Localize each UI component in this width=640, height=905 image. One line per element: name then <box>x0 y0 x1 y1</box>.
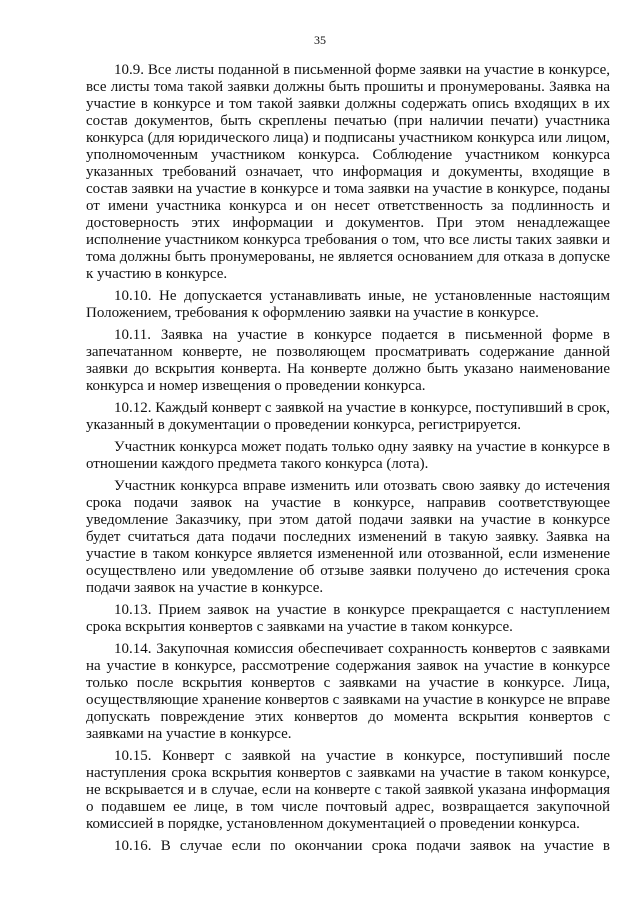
paragraph-10-11: 10.11. Заявка на участие в конкурсе подается в письменной форме в запечатанном конверте, не позволяющем просматривать содержание данной заявки до вскрытия конверта. На конверте должно быть указано наименование конкурса и номер извещения о проведении конкурса. <box>86 327 610 394</box>
paragraph-change-withdraw: Участник конкурса вправе изменить или отозвать свою заявку до истечения срока подачи заявок на участие в конкурсе, направив соответствующее уведомление Заказчику, при этом датой подачи заявки на участие в конкурсе будет считаться дата подачи последних изменений в такую заявку. Заявка на участие в таком конкурсе является измененной или отозванной, если изменение осуществлено или уведомление об отзыве заявки получено до истечения срока подачи заявок на участие в конкурсе. <box>86 478 610 596</box>
paragraph-10-12: 10.12. Каждый конверт с заявкой на участие в конкурсе, поступивший в срок, указанный в документации о проведении конкурса, регистрируется. <box>86 400 610 433</box>
paragraph-single-application: Участник конкурса может подать только одну заявку на участие в конкурсе в отношении каждого предмета такого конкурса (лота). <box>86 439 610 472</box>
paragraph-10-10: 10.10. Не допускается устанавливать иные, не установленные настоящим Положением, требования к оформлению заявки на участие в конкурсе. <box>86 288 610 321</box>
paragraph-10-13: 10.13. Прием заявок на участие в конкурсе прекращается с наступлением срока вскрытия конвертов с заявками на участие в таком конкурсе. <box>86 602 610 635</box>
page-number: 35 <box>314 33 326 47</box>
document-body <box>86 62 610 860</box>
paragraph-10-15: 10.15. Конверт с заявкой на участие в конкурсе, поступивший после наступления срока вскрытия конвертов с заявками на участие в таком конкурсе, не вскрывается и в случае, если на конверте с такой заявкой указана информация о подавшем ее лице, в том числе почтовый адрес, возвращается закупочной комиссией в порядке, установленном документацией о проведении конкурса. <box>86 748 610 832</box>
paragraph-10-14: 10.14. Закупочная комиссия обеспечивает сохранность конвертов с заявками на участие в конкурсе, рассмотрение содержания заявок на участие в конкурсе только после вскрытия конвертов с заявками на участие в конкурсе. Лица, осуществляющие хранение конвертов с заявками на участие в конкурсе не вправе допускать повреждение этих конвертов до момента вскрытия конвертов с заявками на участие в конкурсе. <box>86 641 610 742</box>
paragraph-10-9: 10.9. Все листы поданной в письменной форме заявки на участие в конкурсе, все листы тома такой заявки должны быть прошиты и пронумерованы. Заявка на участие в конкурсе и том такой заявки должны содержать опись входящих в их состав документов, быть скреплены печатью (при наличии печати) участника конкурса (для юридического лица) и подписаны участником конкурса или лицом, уполномоченным участником конкурса. Соблюдение участником конкурса указанных требований означает, что информация и документы, входящие в состав заявки на участие в конкурсе и тома заявки на участие в конкурсе, поданы от имени участника конкурса и он несет ответственность за подлинность и достоверность этих информации и документов. При этом ненадлежащее исполнение участником конкурса требования о том, что все листы таких заявки и тома должны быть пронумерованы, не является основанием для отказа в допуске к участию в конкурсе. <box>86 62 610 282</box>
paragraph-10-16: 10.16. В случае если по окончании срока подачи заявок на участие в <box>114 838 610 854</box>
